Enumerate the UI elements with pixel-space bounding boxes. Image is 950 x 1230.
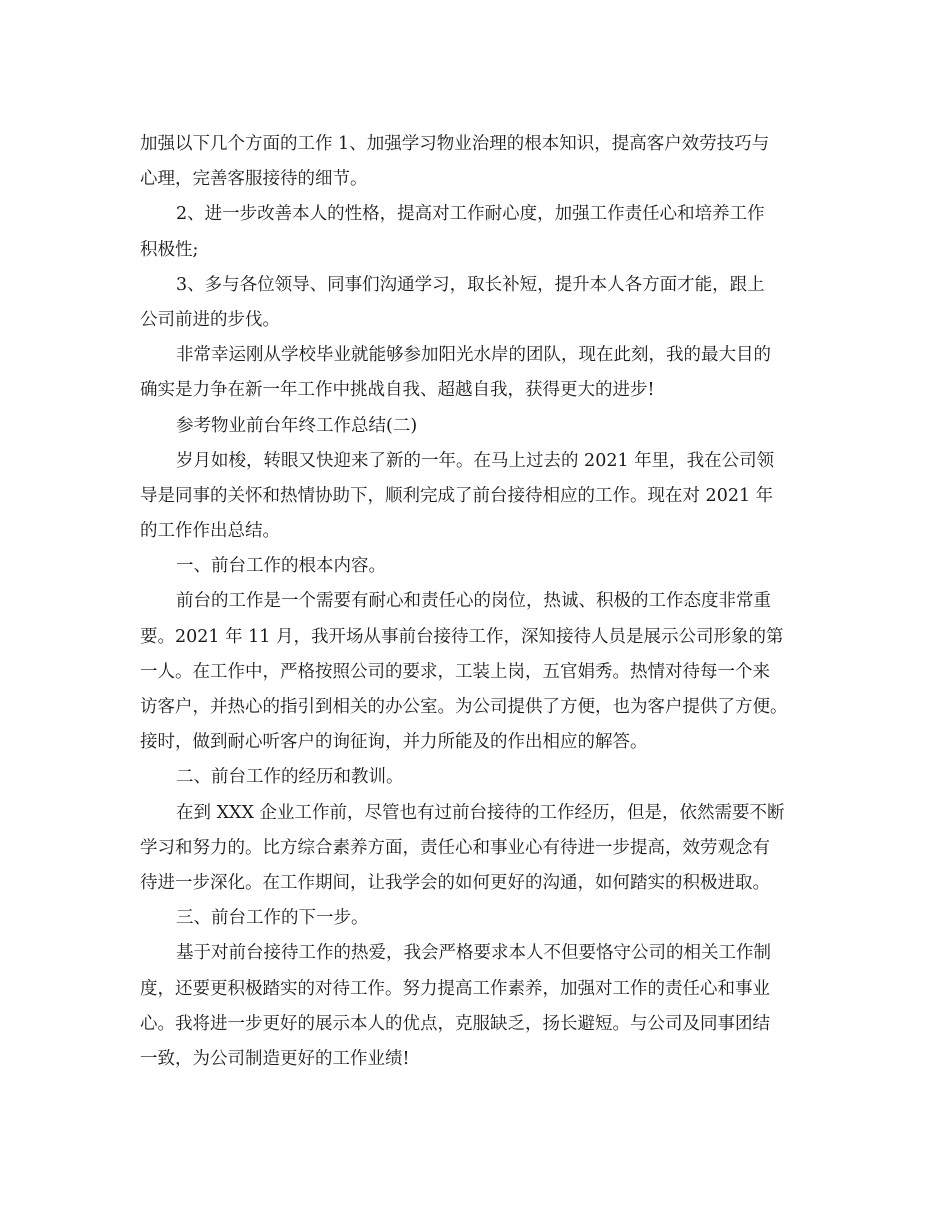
text-line: 加强以下几个方面的工作 1、加强学习物业治理的根本知识，提高客户效劳技巧与 [140, 134, 770, 154]
text-line: 二、前台工作的经历和教训。 [176, 767, 404, 788]
text-line: 心理，完善客服接待的细节。 [140, 169, 368, 190]
document-body [140, 127, 840, 1077]
text-line: 在到 XXX 企业工作前，尽管也有过前台接待的工作经历，但是，依然需要不断 [176, 802, 785, 823]
text-line: 心。我将进一步更好的展示本人的优点，克服缺乏，扬长避短。与公司及同事团结 [140, 1013, 770, 1034]
text-line: 确实是力争在新一年工作中挑战自我、超越自我，获得更大的进步! [140, 380, 655, 401]
text-line: 导是同事的关怀和热情协助下，顺利完成了前台接待相应的工作。现在对 2021 年 [140, 485, 774, 506]
text-line: 访客户，并热心的指引到相关的办公室。为公司提供了方便，也为客户提供了方便。 [140, 697, 788, 717]
text-line: 度，还要更积极踏实的对待工作。努力提高工作素养，加强对工作的责任心和事业 [140, 978, 770, 999]
text-line: 的工作作出总结。 [140, 521, 280, 542]
text-line: 一人。在工作中，严格按照公司的要求，工装上岗，五官娟秀。热情对待每一个来 [140, 661, 770, 682]
text-line: 3、多与各位领导、同事们沟通学习，取长补短，提升本人各方面才能，跟上 [176, 274, 765, 295]
text-line: 一、前台工作的根本内容。 [176, 556, 386, 577]
text-line: 参考物业前台年终工作总结(二) [176, 415, 418, 436]
text-line: 一致，为公司制造更好的工作业绩! [140, 1048, 410, 1069]
text-line: 要。2021 年 11 月，我开场从事前台接待工作，深知接待人员是展示公司形象的第 [140, 626, 784, 647]
text-line: 学习和努力的。比方综合素养方面，责任心和事业心有待进一步提高，效劳观念有 [140, 837, 770, 858]
text-line: 前台的工作是一个需要有耐心和责任心的岗位，热诚、积极的工作态度非常重 [176, 591, 771, 612]
text-line: 2、进一步改善本人的性格，提高对工作耐心度，加强工作责任心和培养工作 [176, 204, 765, 225]
text-line: 积极性; [140, 239, 199, 260]
text-line: 岁月如梭，转眼又快迎来了新的一年。在马上过去的 2021 年里，我在公司领 [176, 450, 775, 471]
text-line: 公司前进的步伐。 [140, 309, 280, 330]
text-line: 非常幸运刚从学校毕业就能够参加阳光水岸的团队，现在此刻，我的最大目的 [176, 345, 771, 366]
text-line: 三、前台工作的下一步。 [176, 908, 369, 929]
text-line: 待进一步深化。在工作期间，让我学会的如何更好的沟通，如何踏实的积极进取。 [140, 872, 770, 893]
text-line: 接时，做到耐心听客户的询征询，并力所能及的作出相应的解答。 [140, 732, 648, 753]
text-line: 基于对前台接待工作的热爱，我会严格要求本人不但要恪守公司的相关工作制 [176, 943, 771, 964]
